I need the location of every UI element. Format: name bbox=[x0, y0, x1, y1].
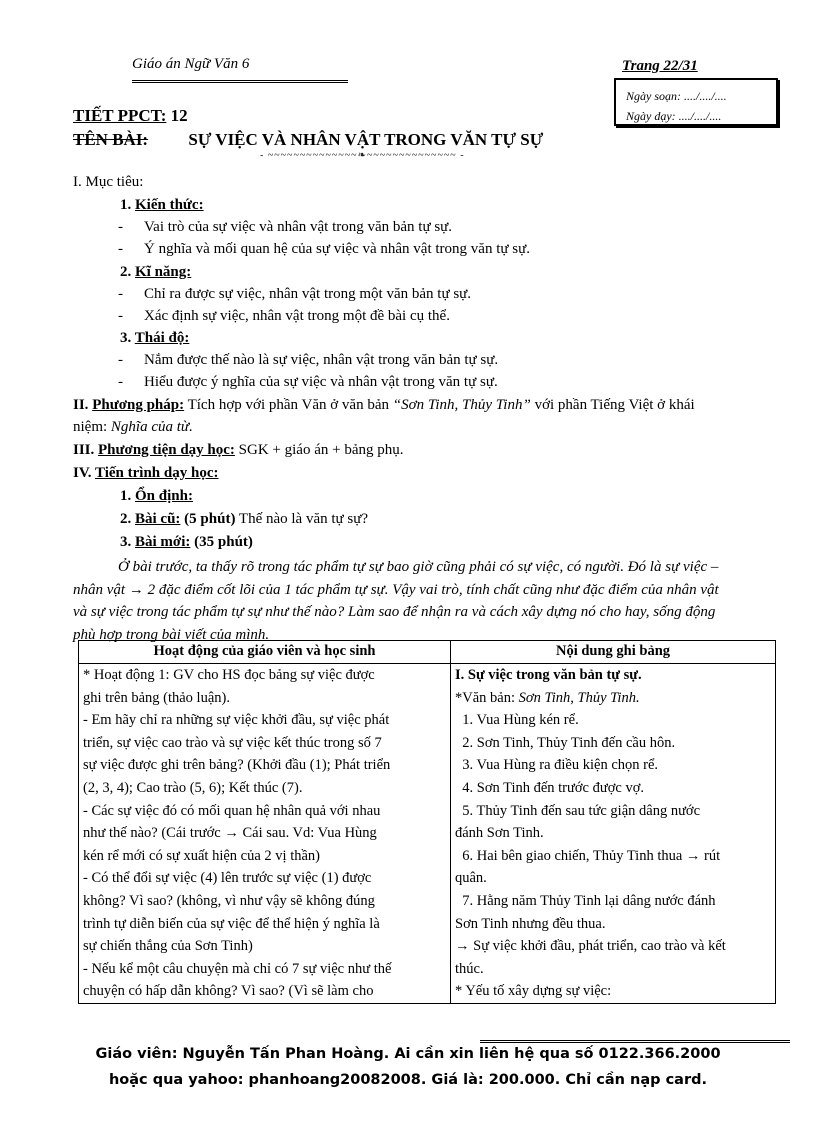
date-box bbox=[614, 78, 778, 126]
table-header-content: Nội dung ghi bảng bbox=[451, 641, 776, 664]
content-title: I. Sự việc trong văn bản tự sự. bbox=[455, 667, 642, 683]
method-text-work: “Sơn Tinh, Thủy Tinh” bbox=[392, 397, 531, 413]
content-line: đánh Sơn Tinh. bbox=[455, 825, 544, 842]
attitude-title: Thái độ: bbox=[134, 330, 190, 346]
attitude-num: 3. bbox=[120, 330, 132, 346]
activity-line: - Có thể đổi sự việc (4) lên trước sự việc (1) được bbox=[83, 870, 372, 887]
date-teach: Ngày dạy: ..../..../.... bbox=[626, 109, 722, 123]
section-materials bbox=[73, 442, 404, 459]
attitude-item: - Nắm được thế nào là sự việc, nhân vật trong văn bản tự sự. bbox=[144, 352, 498, 369]
procedure-title: Tiến trình dạy học: bbox=[94, 465, 219, 481]
procedure-num: IV. bbox=[73, 465, 92, 481]
activity-line: - Các sự việc đó có mối quan hệ nhân quả với nhau bbox=[83, 802, 381, 819]
section-objectives-title bbox=[73, 174, 143, 191]
lesson-title bbox=[73, 130, 543, 150]
intro-line: và sự việc trong tác phẩm tự sự như thế nào? Làm sao để nhận ra và cách xây dựng nó cho hay, sống động bbox=[73, 604, 716, 620]
content-line: 5. Thủy Tinh đến sau tức giận dâng nước bbox=[455, 802, 701, 819]
intro-line: nhân vật → 2 đặc điểm cốt lõi của 1 tác phẩm tự sự. Vậy vai trò, tính chất cũng như đặc điểm của nhân vật bbox=[73, 581, 719, 598]
activity-line: ghi trên bảng (thảo luận). bbox=[83, 689, 230, 706]
content-vb-label: *Văn bản: bbox=[455, 689, 519, 706]
method-text-d: niệm: bbox=[73, 419, 111, 435]
materials-text: SGK + giáo án + bảng phụ. bbox=[234, 442, 404, 458]
skills-num: 2. bbox=[120, 264, 132, 280]
step2-time: (5 phút) bbox=[180, 511, 236, 527]
intro-line: phù hợp trong bài viết của mình. bbox=[73, 626, 270, 643]
activities-cell bbox=[79, 664, 451, 1004]
content-line: 3. Vua Hùng ra điều kiện chọn rể. bbox=[455, 757, 659, 774]
content-line: → Sự việc khởi đầu, phát triển, cao trào và kết bbox=[455, 938, 726, 955]
activity-line: trình tự diễn biến của sự việc để thể hiện ý nghĩa là bbox=[83, 915, 380, 932]
intro-paragraph bbox=[73, 556, 779, 646]
content-vb-name: Sơn Tinh, Thủy Tinh. bbox=[518, 689, 640, 706]
section-method-line2 bbox=[73, 419, 193, 436]
lesson-title-value: SỰ VIỆC VÀ NHÂN VẬT TRONG VĂN TỰ SỰ bbox=[188, 130, 544, 149]
section-objectives-label: I. Mục tiêu: bbox=[73, 174, 144, 190]
page-number: Trang 22/31 bbox=[622, 58, 698, 74]
skills-item: - Chỉ ra được sự việc, nhân vật trong một văn bản tự sự. bbox=[144, 286, 471, 303]
content-line: 1. Vua Hùng kén rể. bbox=[455, 712, 579, 729]
skills-title: Kĩ năng: bbox=[135, 264, 192, 280]
lesson-number-label: TIẾT PPCT: bbox=[73, 106, 167, 125]
method-title: Phương pháp: bbox=[92, 397, 185, 413]
table-header-activities: Hoạt động của giáo viên và học sinh bbox=[79, 641, 451, 664]
activity-line: * Hoạt động 1: GV cho HS đọc bảng sự việc được bbox=[83, 667, 375, 683]
section-procedure bbox=[73, 465, 218, 482]
document-header-title: Giáo án Ngữ Văn 6 bbox=[132, 56, 250, 72]
method-text: Tích hợp với phần Văn ở văn bản bbox=[184, 397, 393, 413]
activity-line: sự việc được ghi trên bảng? (Khởi đầu (1); Phát triển bbox=[83, 757, 391, 774]
method-text-e: Nghĩa của từ. bbox=[110, 419, 193, 435]
lesson-table bbox=[78, 640, 776, 1004]
content-line: quân. bbox=[455, 870, 487, 887]
step3-title: Bài mới: bbox=[135, 534, 191, 550]
method-text-cont: với phần Tiếng Việt ở khái bbox=[530, 397, 695, 413]
content-line: Sơn Tinh nhưng đều thua. bbox=[455, 915, 606, 932]
header-divider bbox=[132, 80, 348, 83]
activity-line: kén rể mới có sự xuất hiện của 2 vị thần) bbox=[83, 847, 320, 864]
footer-line-1: Giáo viên: Nguyễn Tấn Phan Hoàng. Ai cần xin liên hệ qua số 0122.366.2000 bbox=[95, 1046, 721, 1062]
table-header-row bbox=[79, 641, 776, 664]
activity-line: sự chiến thắng của Sơn Tinh) bbox=[83, 938, 253, 955]
content-cell bbox=[451, 664, 776, 1004]
skills-item: - Xác định sự việc, nhân vật trong một đề bài cụ thể. bbox=[144, 308, 450, 325]
knowledge-item: - Ý nghĩa và mối quan hệ của sự việc và nhân vật trong văn tự sự. bbox=[144, 241, 530, 258]
activity-line: - Nếu kể một câu chuyện mà chỉ có 7 sự việc như thế bbox=[83, 960, 392, 977]
title-ornament: - ~~~~~~~~~~~~~~❧~~~~~~~~~~~~~~ - bbox=[260, 150, 465, 161]
lesson-number-value: 12 bbox=[170, 106, 188, 125]
step-old-lesson bbox=[120, 511, 368, 528]
activity-line: - Em hãy chỉ ra những sự việc khởi đầu, sự việc phát bbox=[83, 712, 390, 729]
content-line: 7. Hằng năm Thủy Tinh lại dâng nước đánh bbox=[455, 892, 716, 909]
knowledge-item: - Vai trò của sự việc và nhân vật trong văn bản tự sự. bbox=[144, 219, 452, 236]
knowledge-heading bbox=[120, 197, 204, 214]
attitude-heading bbox=[120, 330, 189, 347]
step3-num: 3. bbox=[120, 534, 132, 550]
activity-line: (2, 3, 4); Cao trào (5, 6); Kết thúc (7). bbox=[83, 779, 303, 796]
knowledge-num: 1. bbox=[120, 197, 132, 213]
attitude-item: - Hiểu được ý nghĩa của sự việc và nhân vật trong văn tự sự. bbox=[144, 374, 498, 391]
intro-line: Ở bài trước, ta thấy rõ trong tác phẩm tự sự bao giờ cũng phải có sự việc, có người. Đó là sự việc – bbox=[118, 559, 719, 575]
step3-time: (35 phút) bbox=[190, 534, 253, 550]
content-line: * Yếu tố xây dựng sự việc: bbox=[455, 983, 612, 1000]
activity-line: triển, sự việc cao trào và sự việc kết thúc trong số 7 bbox=[83, 734, 382, 751]
step-new-lesson bbox=[120, 534, 253, 551]
date-compose: Ngày soạn: ..../..../.... bbox=[626, 89, 727, 103]
content-line: thúc. bbox=[455, 960, 484, 977]
step2-title: Bài cũ: bbox=[135, 511, 181, 527]
table-row bbox=[79, 664, 776, 1004]
step2-num: 2. bbox=[120, 511, 132, 527]
content-line: 6. Hai bên giao chiến, Thủy Tinh thua → rút bbox=[455, 847, 721, 864]
lesson-title-label: TÊN BÀI: bbox=[73, 130, 149, 149]
step1-title: Ổn định: bbox=[135, 488, 193, 504]
content-line: 2. Sơn Tinh, Thủy Tinh đến cầu hôn. bbox=[455, 734, 676, 751]
content-line: 4. Sơn Tinh đến trước được vợ. bbox=[455, 779, 644, 796]
method-num: II. bbox=[73, 397, 89, 413]
footer-line-2: hoặc qua yahoo: phanhoang20082008. Giá là: 200.000. Chỉ cần nạp card. bbox=[108, 1072, 708, 1088]
lesson-number bbox=[73, 106, 188, 126]
knowledge-title: Kiến thức: bbox=[135, 197, 204, 213]
section-method bbox=[73, 397, 695, 414]
skills-heading bbox=[120, 264, 191, 281]
materials-num: III. bbox=[73, 442, 95, 458]
activity-line: không? Vì sao? (không, vì như vậy sẽ không đúng bbox=[83, 892, 375, 909]
materials-title: Phương tiện dạy học: bbox=[98, 442, 235, 458]
step1-num: 1. bbox=[120, 488, 132, 504]
step-stabilize bbox=[120, 488, 193, 505]
footer-divider bbox=[480, 1040, 790, 1043]
activity-line: như thế nào? (Cái trước → Cái sau. Vd: Vua Hùng bbox=[83, 825, 377, 842]
content-text-label bbox=[455, 687, 771, 710]
activity-line: chuyện có hấp dẫn không? Vì sao? (Vì sẽ làm cho bbox=[83, 983, 374, 1000]
step2-text: Thế nào là văn tự sự? bbox=[235, 511, 369, 527]
